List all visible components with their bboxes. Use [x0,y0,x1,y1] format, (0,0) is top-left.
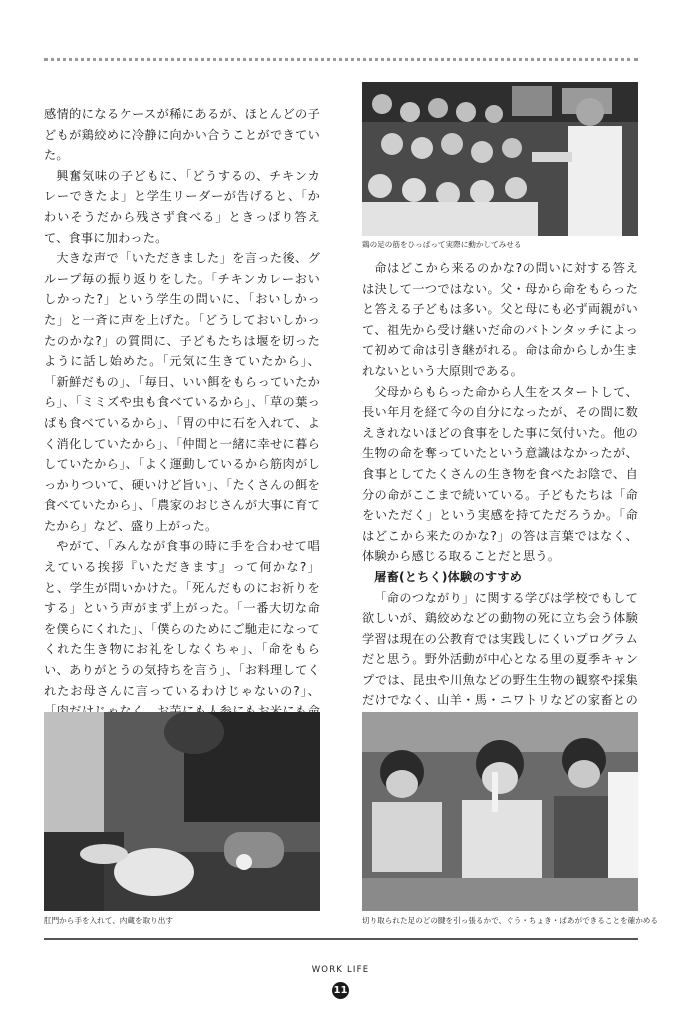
body-paragraph: 「命のつながり」に関する学びは学校でもして欲しいが、鶏絞めなどの動物の死に立ち会う体験学習は現在の公教育では実践しにくいプログラムだと思う。野外活動が中心となる里の夏季キャンプでは、昆虫や川魚などの野生生物の観察や採集だけでなく、山羊・馬・ニワトリなどの家畜との [362,590,638,708]
page-number: 11 [332,982,349,999]
photo-caption: 鶏の足の筋をひっぱって実際に動かしてみせる [362,240,522,249]
right-text-column [362,258,638,732]
photo-children-with-chicken-feet [362,712,638,911]
body-paragraph: 父母からもらった命から人生をスタートして、長い年月を経て今の自分になったが、その間に数えきれないほどの食事をした事に気付いた。他の生物の命を奪っていたという意識はなかったが、食事としてたくさんの生き物を食べたお陰で、自分の命がここまで続いている。子どもたちは「命をいただく」という実感を持てただろうか。「命はどこから来たのかな?」の答は言葉ではなく、体験から感じる取ることだと思う。 [362,384,638,564]
photo-caption: 切り取られた足のどの腱を引っ張るかで、ぐう・ちょき・ぱあができることを確かめる [362,916,658,925]
magazine-title: WORK LIFE [311,965,370,975]
body-paragraph: 大きな声で「いただきました」を言った後、グループ毎の振り返りをした。「チキンカレーおいしかった?」という学生の問いに、「おいしかった」と一斉に声を上げた。「どうしておいしかったのかな?」の質問に、子どもたちは堰を切ったように話し始めた。「元気に生きていたから」、「新鮮だもの」、「毎日、いい餌をもらっていたから」、「ミミズや虫も食べているから」、「草の葉っぱも食べているから」、「胃の中に石を入れて、よく消化していたから」、「仲間と一緒に幸せに暮らしていたから」、「よく運動しているから筋肉がしっかりついて、硬いけど旨い」、「たくさんの餌を食べていたから」、「農家のおじさんが大事に育てたから」など、盛り上がった。 [44,251,320,533]
section-heading: 屠畜(とちく)体験のすすめ [374,569,523,584]
photo-caption: 肛門から手を入れて、内蔵を取り出す [44,916,173,925]
left-text-column [44,104,320,763]
top-dotted-rule [44,58,638,61]
photo-removing-organs [44,712,320,911]
body-paragraph: 命はどこから来るのかな?の問いに対する答えは決して一つではない。父・母から命をもらったと答える子どもは多い。父と母にも必ず両親がいて、祖先から受け継いだ命のバトンタッチによって初めて命は引き継がれる。命は命からしか生まれないという大原則である。 [362,261,638,378]
body-paragraph: 興奮気味の子どもに、「どうするの、チキンカレーできたよ」と学生リーダーが告げると、「かわいそうだから残さず食べる」ときっぱり答えて、食事に加わった。 [44,168,320,245]
photo-children-watching-demonstration [362,82,638,236]
body-paragraph: 感情的になるケースが稀にあるが、ほとんどの子どもが鶏絞めに冷静に向かい合うことができていた。 [44,107,320,163]
footer-rule [44,938,638,940]
body-paragraph: やがて、「みんなが食事の時に手を合わせて唱えている挨拶『いただきます』って何かな?」と、学生が問いかけた。「死んだものにお祈りをする」という声がまず上がった。「一番大切な命を僕らにくれた」、「僕らのためにご馳走になってくれた生き物にお礼をしなくちゃ」、「命をもらい、ありがとうの気持ちを言う」、「お料理してくれたお母さんに言っているわけじゃないの?」、 [44,539,320,698]
